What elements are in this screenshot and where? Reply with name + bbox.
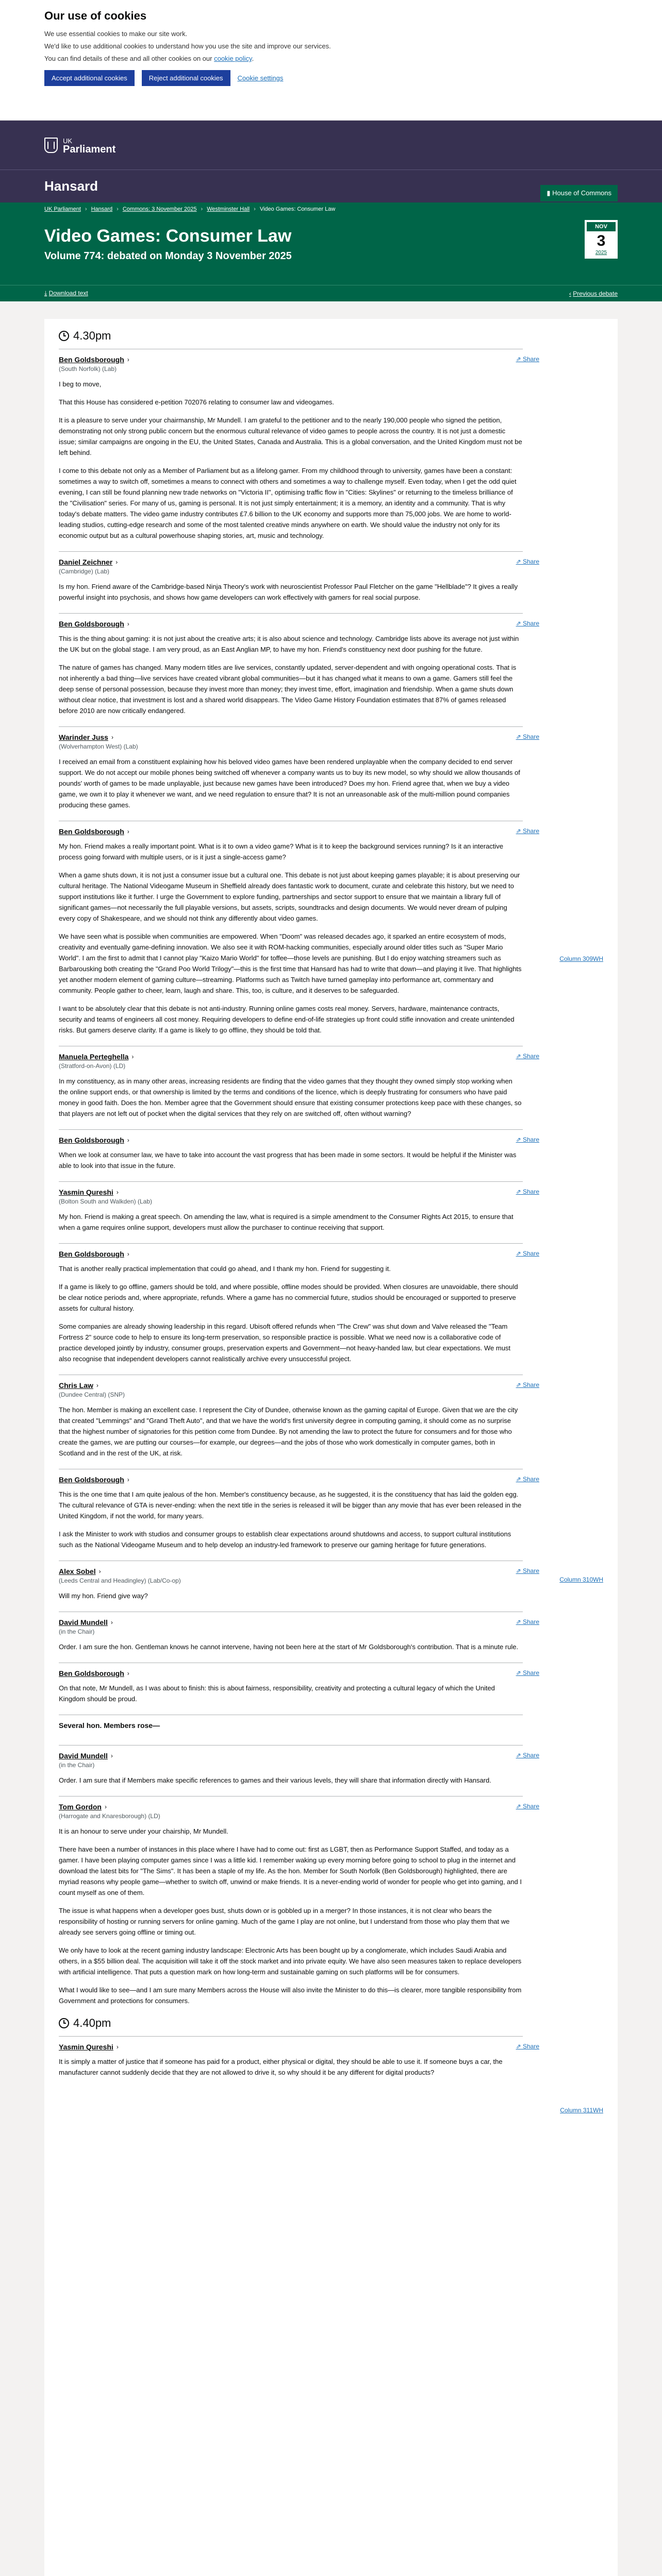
speaker-constituency: (Cambridge) (Lab) <box>59 568 110 575</box>
speaker-name[interactable]: Ben Goldsborough <box>59 1476 124 1484</box>
share-icon: ⇗ <box>516 827 521 835</box>
contribution-paragraph: Will my hon. Friend give way? <box>59 1592 148 1600</box>
share-icon: ⇗ <box>516 620 521 627</box>
share-label: Share <box>522 1618 539 1625</box>
speaker-name[interactable]: Manuela Perteghella <box>59 1053 129 1061</box>
speaker <box>59 1136 523 1144</box>
chevron-right-icon: › <box>104 1803 107 1810</box>
contribution-paragraph: I beg to move, <box>59 380 102 388</box>
contribution-paragraph: It is a pleasure to serve under your chairmanship, Mr Mundell. I am grateful to the petitioner and to the nearly 190,000 people who signed the petition, demonstrating not only strong public concern but the enormous cultural relevance of video games to people across the country. It is not just a domestic issue; similar campaigns are ongoing in the EU, the United States, Canada and Australia. This is a global conversation, and the United Kingdom must not be left behind. <box>59 416 522 456</box>
contribution-paragraph: When a game shuts down, it is not just a consumer issue but a cultural one. This debate is not just about keeping games playable; it is about preserving our cultural heritage. The National Videogame Museum in Sheffield already does fantastic work to document, curate and celebrate this history, but we need to support institutions like it further. I urge the Government to explore funding, partnerships and sector support to ensure that we maintain a library full of significant games—not necessarily the full playable versions, but assets, scripts, soundtracks and design documents. We would never dream of pulping every copy of Shakespeare, and we should not think any differently about video games. <box>59 871 520 922</box>
contribution-paragraph: This is the one time that I am quite jealous of the hon. Member's constituency because, as he suggested, it is the constituency that has laid the golden egg. The cultural relevance of GTA is never-ending: when the next title in the series is released it will be bigger than any movie that has ever been released in the United Kingdom, if not the world, for many years. <box>59 1490 522 1520</box>
contribution <box>59 1129 539 1171</box>
share-icon: ⇗ <box>516 1188 521 1195</box>
speaker-name[interactable]: Yasmin Qureshi <box>59 1188 113 1196</box>
share-label: Share <box>522 1136 539 1143</box>
share-label: Share <box>522 1188 539 1195</box>
speaker-constituency: (Leeds Central and Headingley) (Lab/Co-op) <box>59 1577 181 1584</box>
share-label: Share <box>522 1476 539 1483</box>
share-label: Share <box>522 1803 539 1810</box>
reject-cookies-button[interactable]: Reject additional cookies <box>142 70 230 86</box>
contribution-paragraph: We have seen what is possible when communities are empowered. When "Doom" was released decades ago, it sparked an entire ecosystem of mods, creativity and eventually game-defining innovation. We also see it with ROM-hacking communities, especially around older titles such as "Super Mario World". I am the first to admit that I cannot play "Kaizo Mario World" for toffee—those levels are punishing. But I do enjoy watching streamers such as Barbarousking both creating the "Grand Poo World Trilogy"—this is the first time that Hansard has had to write that down—and playing it live. That highlights yet another modern element of gaming culture—streaming. Platforms such as Twitch have turned gameplay into performance art, commentary and community. People gather to cheer, learn, laugh and share. This, too, is culture, and it deserves to be safeguarded. <box>59 933 522 994</box>
speaker <box>59 1669 523 1677</box>
contribution-paragraph: Is my hon. Friend aware of the Cambridge-based Ninja Theory's work with neuroscientist Professor Paul Fletcher on the game "Hellblade"? It gives a really powerful insight into psychosis, and shows how game developers can work effectively with gamers for real social purpose. <box>59 583 518 601</box>
speaker-name: Several hon. Members rose— <box>59 1721 160 1730</box>
chevron-right-icon: › <box>116 2043 119 2050</box>
speaker <box>59 1752 523 1760</box>
share-label: Share <box>522 1567 539 1574</box>
house-label: House of Commons <box>552 189 611 197</box>
share-button[interactable] <box>516 620 539 627</box>
speaker-name[interactable]: David Mundell <box>59 1752 108 1760</box>
speaker-name[interactable]: Tom Gordon <box>59 1803 102 1811</box>
logo-parliament: Parliament <box>63 143 116 155</box>
speaker-name[interactable]: Warinder Juss <box>59 733 108 741</box>
toolbar <box>0 285 662 301</box>
share-icon: ⇗ <box>516 1803 521 1810</box>
chevron-right-icon: › <box>115 558 118 566</box>
cookie-text-3-body: You can find details of these and all other cookies on our <box>44 55 212 62</box>
share-button[interactable] <box>516 1053 539 1060</box>
contribution-paragraph: The issue is what happens when a developer goes bust, shuts down or is gobbled up in a merger? In those instances, it is not clear who bears the responsibility of hosting or running servers for online gaming. Much of the game I play are not online, but I understand from those who play them that we already see servers going offline or timing out. <box>59 1907 510 1936</box>
speaker <box>59 1053 523 1061</box>
contribution-paragraph: My hon. Friend makes a really important point. What is it to own a video game? What is it to keep the background services running? Is it an interactive process going forward with multiple users, or is it just a single-access game? <box>59 842 504 861</box>
contribution <box>59 1046 539 1119</box>
share-label: Share <box>522 827 539 835</box>
share-icon: ⇗ <box>516 1752 521 1759</box>
page-title: Video Games: Consumer Law <box>44 226 292 246</box>
contribution <box>59 1796 539 2006</box>
share-icon: ⇗ <box>516 558 521 565</box>
contribution <box>59 613 539 716</box>
contributions-part-2 <box>59 2036 603 2078</box>
speaker-constituency: (in the Chair) <box>59 1628 95 1635</box>
contribution <box>59 726 539 810</box>
contribution-paragraph: We only have to look at the recent gaming industry landscape: Electronic Arts has been bought up by a conglomerate, which includes Saudi Arabia and others, in a $55 billion deal. The acquisition will take it off the stock market and into private equity. We have also seen measures taken to replace developers with artificial intelligence. That puts a question mark on how long-term and sustainable gaming on such platforms will be for consumers. <box>59 1946 522 1976</box>
speaker <box>59 827 523 836</box>
speaker-constituency: (Bolton South and Walkden) (Lab) <box>59 1198 152 1205</box>
share-button[interactable] <box>516 1669 539 1676</box>
portcullis-icon <box>44 138 58 153</box>
share-button[interactable] <box>516 1250 539 1257</box>
time-label: 4.40pm <box>73 2016 111 2029</box>
speaker-constituency: (Stratford-on-Avon) (LD) <box>59 1062 126 1070</box>
logo-uk: UK <box>63 137 73 145</box>
speaker <box>59 1188 523 1196</box>
download-text-link[interactable] <box>44 290 88 297</box>
contribution <box>59 1663 539 1704</box>
speaker-name[interactable]: Ben Goldsborough <box>59 620 124 628</box>
speaker-constituency: (in the Chair) <box>59 1761 95 1769</box>
share-button[interactable] <box>516 1803 539 1810</box>
speaker <box>59 1381 523 1389</box>
contribution-paragraph: I come to this debate not only as a Member of Parliament but as a lifelong gamer. From my childhood through to university, games have been a constant: sometimes a way to switch off, sometimes a means to connect with others and sometimes a way to challenge myself. Even today, when I get the odd quiet evening, I can still be found planning new trade networks on "Victoria II", optimising traffic flow in "Cities: Skylines" or returning to the timeless brilliance of the "Civilisation" series. For many of us, gaming is personal. It is not just simply entertainment; it is a memory, an identity and a community. That is why today's debate matters. The video game industry contributes £7.6 billion to the UK economy and supports more than 75,000 jobs. We are home to world-leading studios, cutting-edge research and some of the most talented creative minds anywhere on earth. We should value the industry not only for its economic output but as a cultural powerhouse shaping stories, art, music and technology. <box>59 467 517 539</box>
contribution-paragraph: I ask the Minister to work with studios and consumer groups to establish clear expectations around shutdowns and access, to support cultural institutions such as the National Videogame Museum and to help develop an industry-led framework to preserve our gaming heritage for future generations. <box>59 1530 511 1549</box>
contribution-paragraph: That is another really practical implementation that could go ahead, and I thank my hon. Friend for suggesting it. <box>59 1265 391 1273</box>
chevron-right-icon: › <box>110 1752 113 1759</box>
speaker-constituency: (Dundee Central) (SNP) <box>59 1391 125 1398</box>
contribution-paragraph: The nature of games has changed. Many modern titles are live services, constantly updated, server-dependent and with ongoing operational costs. That is not inherently a bad thing—live services have created vibrant global communities—but it has changed what it means to own a game. Gamers still feel the deep sense of personal possession, because they invest more than money; they invest time, effort, imagination and friendship. When a game shuts down without clear notice, that investment is lost and a shared world disappears. The Video Game History Foundation estimates that 87% of games released before 2010 are now critically endangered. <box>59 664 517 715</box>
contribution <box>59 1181 539 1233</box>
time-label: 4.30pm <box>73 329 111 342</box>
contribution-paragraph: My hon. Friend is making a great speech. On amending the law, what is required is a simple amendment to the Consumer Rights Act 2015, to ensure that when a game requires online support, developers must allow the purchaser to continue receiving that support. <box>59 1213 514 1231</box>
chevron-right-icon: › <box>127 828 129 835</box>
share-icon: ⇗ <box>516 1567 521 1574</box>
share-button[interactable] <box>516 1136 539 1143</box>
chevron-right-icon: › <box>127 356 129 363</box>
share-button[interactable] <box>516 355 539 363</box>
share-icon: ⇗ <box>516 1381 521 1388</box>
date-day: 3 <box>597 232 606 249</box>
crumb-current: Video Games: Consumer Law <box>259 206 336 212</box>
contribution-paragraph: This is the thing about gaming: it is not just about the creative arts; it is also about science and technology. Cambridge lists above its average not just within the UK but on the global stage. I am very proud, as an East Anglian MP, to have my hon. Friend's constituency next door pushing for the future. <box>59 635 519 653</box>
share-label: Share <box>522 2043 539 2050</box>
contribution-paragraph: I want to be absolutely clear that this debate is not anti-industry. Running online games costs real money. Servers, hardware, maintenance contracts, security and teams of engineers all cost money. Requiring developers to define end-of-life strategies up front could stifle innovation and create unintended risks. But gamers deserve clarity. If a game is likely to go offline, they should be told that. <box>59 1005 515 1034</box>
contribution <box>59 1243 539 1364</box>
timestamp <box>59 329 603 343</box>
speaker <box>59 1476 523 1484</box>
previous-debate-link[interactable] <box>569 290 618 297</box>
speaker-name[interactable]: Ben Goldsborough <box>59 1669 124 1677</box>
speaker-name[interactable]: David Mundell <box>59 1618 108 1626</box>
share-button[interactable] <box>516 1752 539 1759</box>
share-label: Share <box>522 620 539 627</box>
share-icon: ⇗ <box>516 1618 521 1625</box>
chevron-right-icon: › <box>127 620 129 628</box>
contribution <box>59 551 539 603</box>
chevron-right-icon: › <box>98 1568 101 1575</box>
parliament-header <box>0 121 662 170</box>
chevron-left-icon: ‹ <box>569 290 571 297</box>
download-icon: ⤓ <box>44 290 47 297</box>
date-month: NOV <box>587 222 616 231</box>
speaker <box>59 1250 523 1258</box>
debate-volume: Volume 774: debated on Monday 3 November 2025 <box>44 250 292 262</box>
cookie-banner <box>0 0 662 121</box>
share-label: Share <box>522 1669 539 1676</box>
share-icon: ⇗ <box>516 1250 521 1257</box>
contribution-paragraph: When we look at consumer law, we have to take into account the vast progress that has been made in some sectors. It would be helpful if the Minister was able to look into that issue in the future. <box>59 1151 517 1170</box>
contribution-paragraph: In my constituency, as in many other areas, increasing residents are finding that the video games that they thought they owned simply stop working when the online support ends, or that ownership is limited by the terms and conditions of the licence, which is deeply frustrating for consumers who have paid money in good faith. Does the hon. Member agree that the Government should ensure that existing consumer protections keep pace with these changes, so that players are not left out of pocket when the digital services that they rely on are switched off, often without warning? <box>59 1077 522 1117</box>
download-label: Download text <box>48 290 88 297</box>
cookie-settings-link[interactable]: Cookie settings <box>237 74 284 82</box>
debate-title-section <box>0 216 662 285</box>
column-marker[interactable]: Column 311WH <box>560 2107 603 2114</box>
cookie-text-1: We use essential cookies to make our site work. <box>44 30 188 38</box>
share-icon: ⇗ <box>516 733 521 740</box>
share-button[interactable] <box>516 1381 539 1388</box>
contribution-paragraph: On that note, Mr Mundell, as I was about to finish: this is about fairness, responsibility, creativity and protecting a cultural legacy of which the United Kingdom should be proud. <box>59 1684 495 1703</box>
cookie-text-3: You can find details of these and all other cookies on our cookie policy. <box>44 55 254 62</box>
contribution <box>59 1745 539 1786</box>
contribution <box>59 2036 539 2078</box>
chevron-right-icon: › <box>110 1619 113 1626</box>
share-label: Share <box>522 1250 539 1257</box>
contribution <box>59 1612 539 1652</box>
share-label: Share <box>522 1053 539 1060</box>
contribution <box>59 1715 523 1735</box>
crumb-westminster-hall[interactable]: Westminster Hall <box>207 206 250 212</box>
speaker-name[interactable]: Ben Goldsborough <box>59 1250 124 1258</box>
house-of-commons-badge: ▮ House of Commons <box>540 185 618 201</box>
speaker <box>59 2043 523 2051</box>
share-button[interactable] <box>516 1567 539 1574</box>
contribution-paragraph: If a game is likely to go offline, gamers should be told, and where possible, offline modes should be provided. When closures are unavoidable, there should be clear notice periods and, where appropriate, refunds. Where a game has no commercial future, studios should be encouraged or supported to preserve assets for cultural history. <box>59 1283 518 1312</box>
share-icon: ⇗ <box>516 1136 521 1143</box>
crumb-commons-date[interactable]: Commons: 3 November 2025 <box>122 206 197 212</box>
contribution-paragraph: Some companies are already showing leadership in this regard. Ubisoft offered refunds when "The Crew" was shut down and Valve released the "Team Fortress 2" source code to help to ensure its long-term preservation, so responsible practice is possible. What we need now is a collaborative code of practice developed jointly by industry, consumer groups, preservation experts and Government—not heavy-handed law, but clear expectations. We must also recognise that independent developers cannot realistically archive every unsuccessful project. <box>59 1323 511 1363</box>
share-button[interactable] <box>516 1476 539 1483</box>
column-marker[interactable]: Column 309WH <box>559 955 603 962</box>
share-icon: ⇗ <box>516 2043 521 2050</box>
column-marker[interactable]: Column 310WH <box>559 1576 603 1583</box>
chevron-right-icon: › <box>127 1670 129 1677</box>
clock-icon <box>59 2018 69 2028</box>
chevron-right-icon: › <box>127 1250 129 1258</box>
share-button[interactable] <box>516 733 539 740</box>
speaker <box>59 733 523 741</box>
share-button[interactable] <box>516 558 539 565</box>
share-label: Share <box>522 355 539 363</box>
contribution-paragraph: It is simply a matter of justice that if someone has paid for a product, either physical or digital, they should be able to use it. If someone buys a car, the manufacturer cannot suddenly decide that they are not allowed to drive it, so why should it be any different for digital products? <box>59 2058 503 2076</box>
contribution <box>59 1375 539 1459</box>
contribution <box>59 349 539 541</box>
speaker-name[interactable]: Ben Goldsborough <box>59 1136 124 1144</box>
parliament-logo[interactable] <box>63 137 115 154</box>
crumb-uk-parliament[interactable]: UK Parliament <box>44 206 81 212</box>
hansard-bar <box>0 170 662 202</box>
chevron-right-icon: › <box>111 734 113 741</box>
chevron-right-icon: › <box>96 1382 98 1389</box>
contribution-paragraph: The hon. Member is making an excellent case. I represent the City of Dundee, otherwise known as the gaming capital of Europe. Given that we are the city that created "Lemmings" and "Grand Theft Auto", and that we have the world's first university degree in computing gaming, it should come as no surprise that the highest number of signatories for this petition come from Dundee. By not amending the law to protect the future for consumers and for those who create the games, we are putting our courses—for example, our degrees—and the jobs of those who work domestically in computer games, both in Scotland and in the rest of the UK, at risk. <box>59 1406 518 1457</box>
contribution <box>59 1561 539 1601</box>
share-label: Share <box>522 1381 539 1388</box>
debate-content <box>44 319 618 2576</box>
date-year: 2025 <box>595 250 607 256</box>
share-icon: ⇗ <box>516 355 521 363</box>
share-label: Share <box>522 558 539 565</box>
previous-label: Previous debate <box>573 290 618 297</box>
speaker <box>59 1618 523 1626</box>
chevron-right-icon: › <box>116 1189 119 1196</box>
share-label: Share <box>522 1752 539 1759</box>
share-icon: ⇗ <box>516 1053 521 1060</box>
speaker <box>59 1803 523 1811</box>
contribution-paragraph: There have been a number of instances in this place where I have had to come out: first as LGBT, then as Performance Support Staffed, and today as a gamer. I have been playing computer games since I was a little kid. I remember waking up every morning before going to school to plug in the internet and download the latest bits for "The Sims". It has been a staple of my life. As the hon. Member for South Norfolk (Ben Goldsborough) highlighted, there are myriad reasons why people game—whether to switch off, unwind or make friends. It is a never-ending world of wonder for people who get into gaming, and I count myself as one of them. <box>59 1845 522 1896</box>
contribution-paragraph: That this House has considered e-petition 702076 relating to consumer law and videogames. <box>59 398 335 406</box>
contribution-paragraph: What I would like to see—and I am sure many Members across the House will also invite the Minister to do this—is clearer, more tangible responsibility from Government and protections for consumers. <box>59 1986 522 2005</box>
cookie-policy-link[interactable]: cookie policy <box>214 55 252 62</box>
contribution-paragraph: Order. I am sure that if Members make specific references to games and their various levels, they will share that information directly with Hansard. <box>59 1776 491 1784</box>
speaker <box>59 1567 523 1575</box>
contributions-part-1 <box>59 349 603 2006</box>
speaker-name[interactable]: Ben Goldsborough <box>59 355 124 364</box>
share-button[interactable] <box>516 827 539 835</box>
hansard-title[interactable]: Hansard <box>44 178 98 194</box>
timestamp <box>59 2016 603 2030</box>
contribution-paragraph: I received an email from a constituent explaining how his beloved video games have been rendered unplayable when the company decided to end server support. We do not accept our mobile phones being switched off whenever a company wants us to buy its new model, so why should we allow thousands of pounds' worth of games to be made unplayable, just because new games have been introduced? Does my hon. Friend agree that, when we buy a video game, we own it to play it whenever we want, and we need regulation to ensure that? It is not an unreasonable ask of the multi-million pound companies producing these games. <box>59 758 520 809</box>
speaker-name[interactable]: Chris Law <box>59 1381 93 1389</box>
share-button[interactable] <box>516 1188 539 1195</box>
share-button[interactable] <box>516 1618 539 1625</box>
accept-cookies-button[interactable]: Accept additional cookies <box>44 70 135 86</box>
speaker <box>59 558 523 566</box>
cookie-text-2: We'd like to use additional cookies to understand how you use the site and improve our services. <box>44 42 331 50</box>
share-button[interactable] <box>516 2043 539 2050</box>
share-icon: ⇗ <box>516 1476 521 1483</box>
chevron-right-icon: › <box>127 1137 129 1144</box>
contribution <box>59 821 539 1036</box>
speaker-constituency: (South Norfolk) (Lab) <box>59 365 117 372</box>
speaker-name[interactable]: Ben Goldsborough <box>59 827 124 836</box>
speaker-name[interactable]: Yasmin Qureshi <box>59 2043 113 2051</box>
cookie-title: Our use of cookies <box>44 9 147 22</box>
speaker-constituency: (Harrogate and Knaresborough) (LD) <box>59 1812 160 1820</box>
contribution-paragraph: It is an honour to serve under your chairship, Mr Mundell. <box>59 1827 228 1835</box>
clock-icon <box>59 331 69 341</box>
chevron-right-icon: › <box>131 1053 134 1060</box>
speaker <box>59 355 523 364</box>
share-label: Share <box>522 733 539 740</box>
speaker-name[interactable]: Daniel Zeichner <box>59 558 113 566</box>
chevron-right-icon: › <box>127 1476 129 1483</box>
speaker-name[interactable]: Alex Sobel <box>59 1567 96 1575</box>
contribution <box>59 1469 539 1550</box>
speaker <box>59 620 523 628</box>
calendar-date[interactable] <box>585 220 618 259</box>
crumb-hansard[interactable]: Hansard <box>91 206 113 212</box>
breadcrumb: UK Parliament › Hansard › Commons: 3 November 2025 › Westminster Hall › Video Games: Consumer Law <box>0 202 662 216</box>
speaker-constituency: (Wolverhampton West) (Lab) <box>59 743 138 750</box>
contribution-paragraph: Order. I am sure the hon. Gentleman knows he cannot intervene, having not been here at the start of Mr Goldsborough's contribution. That is a minute rule. <box>59 1643 519 1651</box>
speaker <box>59 1721 523 1730</box>
share-icon: ⇗ <box>516 1669 521 1676</box>
